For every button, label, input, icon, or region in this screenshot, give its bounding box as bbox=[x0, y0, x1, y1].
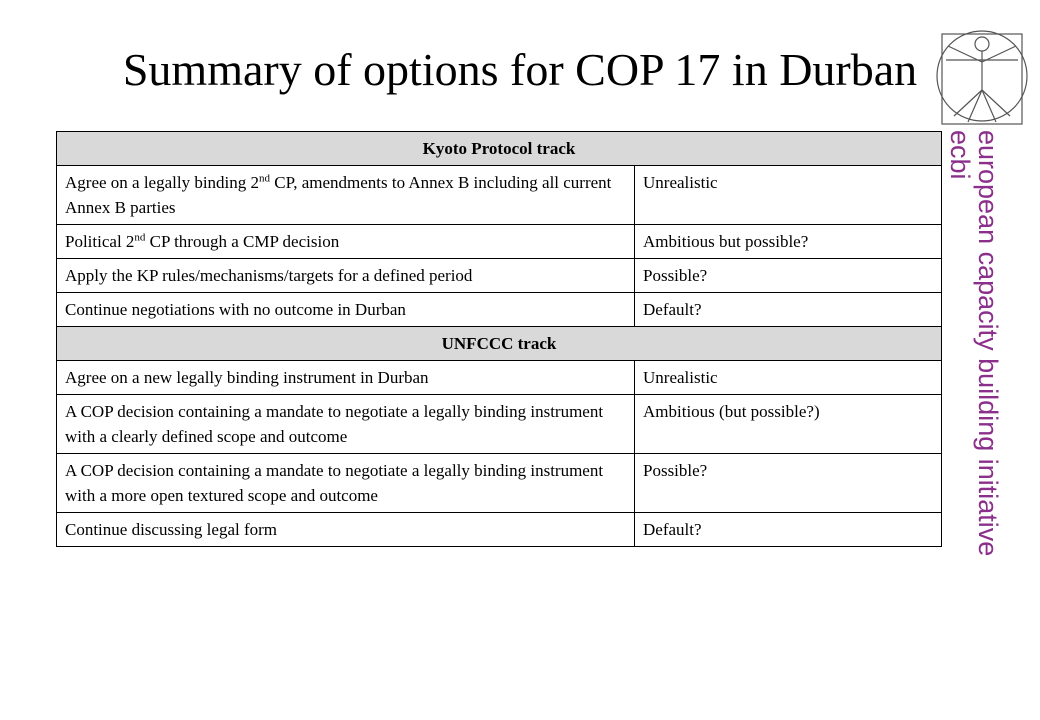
section-header-label: Kyoto Protocol track bbox=[57, 132, 942, 166]
section-header-unfccc bbox=[57, 327, 942, 361]
option-cell: Agree on a new legally binding instrument in Durban bbox=[57, 361, 635, 395]
table-row bbox=[57, 259, 942, 293]
table-row bbox=[57, 166, 942, 225]
option-cell: Political 2nd CP through a CMP decision bbox=[57, 225, 635, 259]
table-row bbox=[57, 454, 942, 513]
option-cell: Continue discussing legal form bbox=[57, 513, 635, 547]
assessment-cell: Default? bbox=[635, 513, 942, 547]
vitruvian-man-icon bbox=[934, 20, 1030, 130]
slide-title: Summary of options for COP 17 in Durban bbox=[122, 44, 918, 95]
option-cell: Agree on a legally binding 2nd CP, amendments to Annex B including all current Annex B parties bbox=[57, 166, 635, 225]
option-cell: A COP decision containing a mandate to negotiate a legally binding instrument with a more open textured scope and outcome bbox=[57, 454, 635, 513]
assessment-cell: Ambitious (but possible?) bbox=[635, 395, 942, 454]
option-cell: Continue negotiations with no outcome in Durban bbox=[57, 293, 635, 327]
brand-short: ecbi bbox=[945, 130, 975, 180]
assessment-cell: Possible? bbox=[635, 259, 942, 293]
table-row bbox=[57, 293, 942, 327]
options-table bbox=[56, 131, 942, 547]
table-row bbox=[57, 513, 942, 547]
assessment-cell: Unrealistic bbox=[635, 166, 942, 225]
section-header-label: UNFCCC track bbox=[57, 327, 942, 361]
assessment-cell: Default? bbox=[635, 293, 942, 327]
option-cell: Apply the KP rules/mechanisms/targets for a defined period bbox=[57, 259, 635, 293]
section-header-kyoto bbox=[57, 132, 942, 166]
assessment-cell: Ambitious but possible? bbox=[635, 225, 942, 259]
assessment-cell: Possible? bbox=[635, 454, 942, 513]
table-row bbox=[57, 395, 942, 454]
brand-vertical bbox=[932, 130, 1002, 690]
brand-name: european capacity building initiative bbox=[973, 130, 1003, 557]
table-row bbox=[57, 361, 942, 395]
assessment-cell: Unrealistic bbox=[635, 361, 942, 395]
option-cell: A COP decision containing a mandate to negotiate a legally binding instrument with a clearly defined scope and outcome bbox=[57, 395, 635, 454]
table-row bbox=[57, 225, 942, 259]
